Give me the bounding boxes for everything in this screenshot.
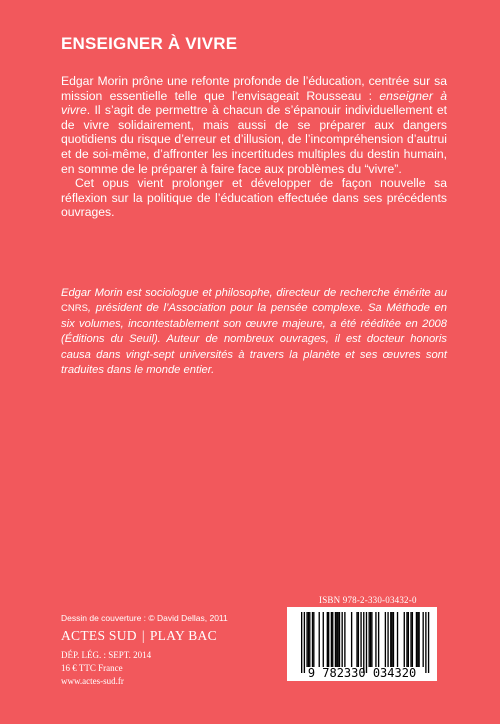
barcode-bar	[332, 612, 333, 667]
publisher-line	[61, 628, 217, 644]
barcode-bar	[387, 612, 388, 667]
barcode-bar	[408, 612, 409, 667]
barcode-digits: 9 782330 034320	[307, 666, 417, 680]
barcode-bar	[342, 612, 343, 667]
barcode-bar	[423, 612, 424, 667]
barcode-bar	[385, 612, 386, 667]
barcode-bar	[363, 612, 364, 673]
barcode-bar	[370, 612, 371, 667]
barcode-bar	[369, 612, 370, 667]
barcode-bar	[391, 612, 392, 667]
barcode-bar	[390, 612, 391, 667]
legal-info	[61, 649, 151, 688]
barcode-bar	[416, 612, 417, 667]
summary-paragraph-2: Cet opus vient prolonger et développer de façon nouvelle sa réflexion sur la politique de l’éducation effectuée dans ses précédents ouvrages.	[61, 176, 447, 220]
publisher-actes-sud: ACTES SUD	[61, 628, 137, 643]
bio-part-2: , président de l’Association pour la pensée complexe. Sa Méthode en six volumes, incontestablement son œuvre majeure, a été rééditée en 2008 (Éditions du Seuil). Auteur de nombreux ouvrages, il est docteur honoris causa dans vingt-sept universités à travers la planète et ses œuvres sont traduites dans le monde entier.	[61, 302, 447, 377]
book-summary	[61, 74, 447, 220]
summary-p1-emphasis: enseigner à vivre	[61, 88, 447, 118]
summary-p1-start: Edgar Morin prône une refonte profonde de l’éducation, centrée sur sa mission essentielle telle que l’envisageait Rousseau :	[61, 74, 447, 103]
barcode-bar	[406, 612, 407, 667]
barcode-bar	[328, 612, 329, 667]
barcode-bar	[404, 612, 405, 667]
bio-cnrs: CNRS	[61, 303, 88, 315]
barcode-bar	[309, 612, 310, 667]
barcode-bar	[417, 612, 418, 667]
book-title: ENSEIGNER À VIVRE	[61, 34, 238, 53]
barcode-bar	[337, 612, 338, 667]
barcode-bar	[428, 612, 429, 673]
author-bio	[61, 286, 447, 378]
barcode-bar	[393, 612, 394, 667]
barcode-bar	[375, 612, 376, 667]
barcode-bar	[336, 612, 337, 667]
barcode-bar	[366, 612, 367, 673]
publisher-separator: |	[141, 628, 145, 643]
publisher-playbac: PLAY BAC	[149, 628, 217, 643]
barcode-bar	[412, 612, 413, 667]
barcode-bar	[397, 612, 398, 667]
barcode-bar	[351, 612, 352, 667]
barcode-bar	[356, 612, 357, 667]
bio-part-1: Edgar Morin est sociologue et philosophe, directeur de recherche émérite au	[61, 287, 447, 299]
barcode-bar	[312, 612, 313, 667]
barcode-bar	[319, 612, 320, 667]
barcode-bar	[425, 612, 426, 673]
barcode-bar	[327, 612, 328, 667]
barcode-bar	[378, 612, 379, 667]
summary-p1-end: . Il s’agit de permettre à chacun de s’épanouir individuellement et de vivre solidairement, mais aussi de se préparer aux dangers quotidiens du risque d’erreur et d’illusion, de l’incompréhension d’autrui et de soi-même, d’affronter les incertitudes multiples du destin humain, en somme de le préparer à faire face aux problèmes du “vivre”.	[61, 103, 447, 176]
barcode-bar	[339, 612, 340, 667]
barcode-bar	[306, 612, 307, 667]
barcode-bar	[358, 612, 359, 667]
barcode-bar	[335, 612, 336, 667]
barcode-bar	[313, 612, 314, 667]
barcode-bar	[308, 612, 309, 667]
barcode-bar	[344, 612, 345, 667]
barcode-bar	[323, 612, 324, 667]
summary-paragraph-1	[61, 74, 447, 176]
barcode-bar	[304, 612, 305, 673]
isbn-label: ISBN 978-2-330-03432-0	[319, 595, 417, 605]
barcode-bar	[410, 612, 411, 667]
barcode-graphic	[287, 607, 437, 681]
cover-credit: Dessin de couverture : © David Dellas, 2011	[61, 613, 228, 623]
barcode-bar	[371, 612, 372, 667]
barcode-bar	[301, 612, 302, 673]
barcode-bar	[331, 612, 332, 667]
barcode-bar	[418, 612, 419, 667]
price: 16 € TTC France	[61, 663, 123, 673]
barcode	[287, 607, 437, 681]
website: www.actes-sud.fr	[61, 676, 124, 686]
legal-deposit: DÉP. LÉG. : SEPT. 2014	[61, 650, 152, 660]
barcode-bar	[360, 612, 361, 667]
